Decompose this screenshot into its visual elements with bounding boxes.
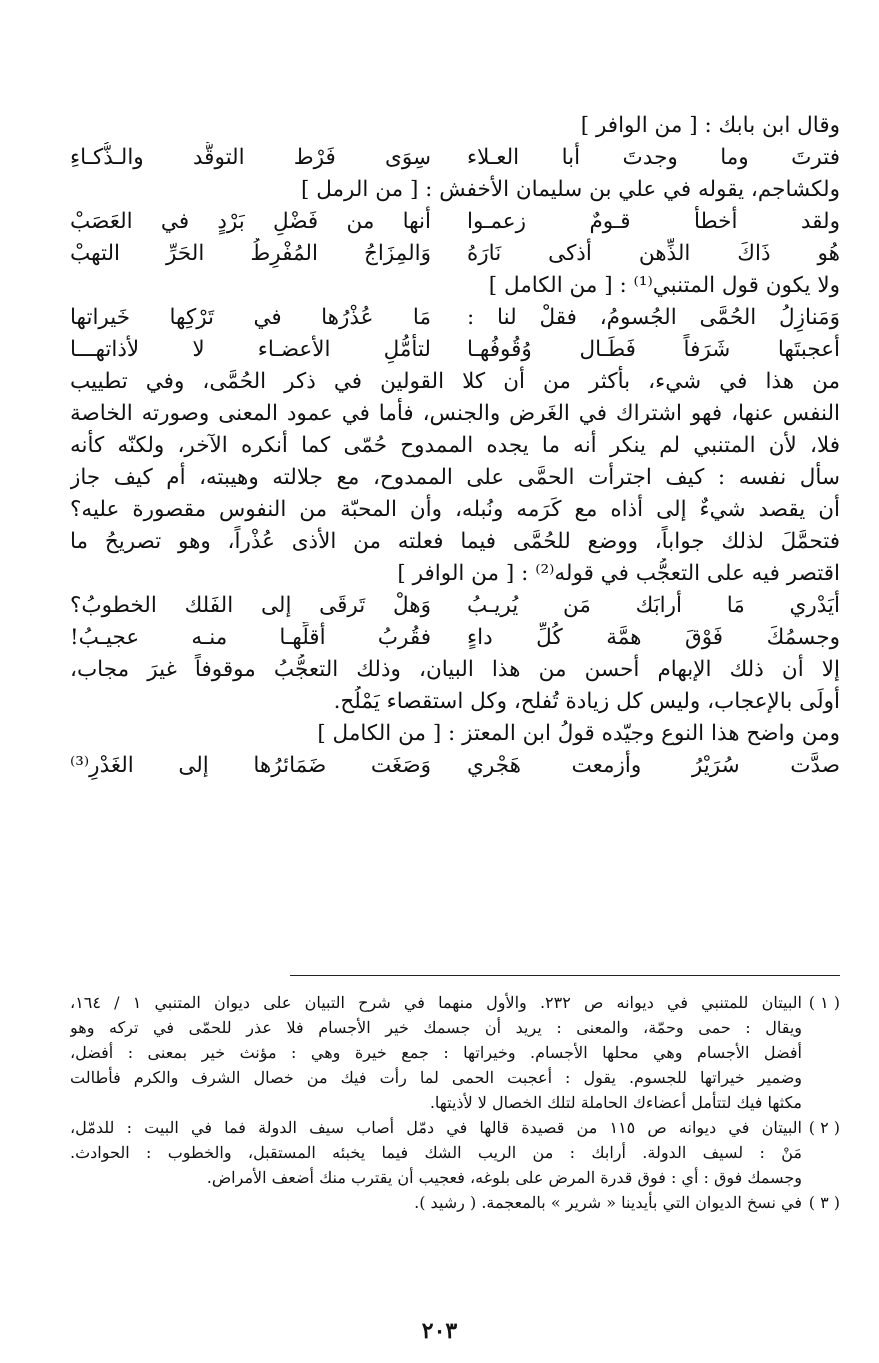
prose-line: اقتصر فيه على التعجُّب في قوله⁽²⁾ : [ من الوافر ] bbox=[397, 561, 840, 586]
footnote-line: ويقال : حمى وحمّة، والمعنى : يريد أن جسمك خير الأجسام فلا عذر للحمّى في تركه وهو bbox=[70, 1018, 802, 1037]
prose-line: النفس عنها، فهو اشتراك في الغَرض والجنس، فأما في عمود المعنى وصورته الخاصة bbox=[70, 401, 840, 426]
verse-line bbox=[70, 302, 840, 334]
verse-second-hemistich: وَالمِزَاجُ المُفْرِطُ الحَرِّ التهبْ bbox=[70, 241, 431, 266]
verse-line bbox=[70, 750, 840, 782]
verse-first-hemistich: وجسمُكَ فَوْقَ همَّة كُلِّ داءٍ bbox=[467, 625, 840, 650]
prose-line: أولَى بالإعجاب، وليس كل زيادة تُفلح، وكل استقصاء يَمْلُح. bbox=[333, 689, 840, 714]
verse-second-hemistich: لتأمُّلِ الأعضـاء لا لأذاتهـــا bbox=[70, 337, 431, 362]
prose-line: فتحمَّلَ لذلك جواباً، ووضع للحُمَّى فيما فعلته من الأذى عُذْراً، وهو تصريحُ ما bbox=[70, 529, 840, 554]
verse-line bbox=[70, 142, 840, 174]
prose-line: ولكشاجم، يقوله في علي بن سليمان الأخفش : [ من الرمل ] bbox=[300, 177, 840, 202]
footnote-line: مكثها فيك لتتأمل أعضاءك الحاملة لتلك الخصال لا لأذيتها. bbox=[429, 1093, 802, 1112]
footnote bbox=[70, 1190, 840, 1215]
footnote-number: ( ١ ) bbox=[808, 993, 840, 1012]
prose-line: وقال ابن بابك : [ من الوافر ] bbox=[580, 113, 840, 138]
footnote-number: ( ٢ ) bbox=[808, 1118, 840, 1137]
verse-first-hemistich: هُو ذَاكَ الذِّهن أذكى نَارَهُ bbox=[467, 241, 840, 266]
verse-first-hemistich: صدَّت سُرَيْرُ وأزمعت هَجْري bbox=[467, 753, 840, 778]
verse-first-hemistich: أعجبتَها شَرَفاً فَطَـال وُقُوفُهـا bbox=[467, 337, 840, 362]
footnote-line: البيتان في ديوانه ص ١١٥ من قصيدة قالها في دمّل أصاب سيف الدولة فما في البيت : للدمّل، bbox=[70, 1118, 802, 1137]
footnotes bbox=[70, 990, 840, 1215]
verse-second-hemistich: وَهلْ تَرقَى إلى الفَلك الخطوبُ؟ bbox=[70, 593, 431, 618]
footnote-line: في نسخ الديوان التي بأيدينا « شرير » بالمعجمة. ( رشيد ). bbox=[414, 1193, 802, 1212]
verse-second-hemistich: سِوَى فَرْط التوقُّد والـذُّكـاءِ bbox=[70, 145, 431, 170]
verse-first-hemistich: ولقد أخطأَ قـومٌ زعمـوا bbox=[467, 209, 840, 234]
prose-line: سأل نفسه : كيف اجترأت الحمَّى على الممدوح، مع جلالته وهيبته، أم كيف جاز bbox=[70, 465, 840, 490]
verse-line bbox=[70, 622, 840, 654]
footnote-line: البيتان للمتنبي في ديوانه ص ٢٣٢. والأول منهما في شرح التبيان على ديوان المتنبي ١ / ١٦٤، bbox=[70, 993, 802, 1012]
verse-second-hemistich: مَا عُذْرُها في تَرْكِها خَيراتها bbox=[70, 305, 431, 330]
verse-line bbox=[70, 590, 840, 622]
footnote bbox=[70, 990, 840, 1115]
footnote-line: أفضل الأجسام وهي محلها الأجسام. وخيراتها : جمع خيرة وهي : مؤنث خير بمعنى : أفضل، bbox=[70, 1043, 802, 1062]
verse-line bbox=[70, 238, 840, 270]
verse-first-hemistich: فترتَ وما وجدتَ أبا العـلاء bbox=[467, 145, 840, 170]
prose-line: من هذا في شيء، بأكثر من أن كلا القولين في ذكر الحُمَّى، وفي تطييب bbox=[70, 369, 840, 394]
prose-line: إلا أن ذلك الإبهام أحسن من هذا البيان، وذلك التعجُّبُ موقوفاً غيرَ مجاب، bbox=[70, 657, 840, 682]
verse-first-hemistich: أيَدْري مَا أرابَك مَن يُريـبُ bbox=[467, 593, 840, 618]
main-text bbox=[70, 110, 840, 782]
footnote-separator bbox=[290, 975, 840, 976]
verse-second-hemistich: أنها من فَضْلِ بَرْدٍ في العَصَبْ bbox=[70, 209, 431, 234]
verse-line bbox=[70, 334, 840, 366]
footnote-line: وضمير خيراتها للجسوم. يقول : أعجبت الحمى لما رأت فيك من خصال الشرف والكرم فأطالت bbox=[70, 1068, 802, 1087]
footnote-line: وجسمك فوق : أي : فوق قدرة المرض على بلوغه، فعجيب أن يقترب منك أضعف الأمراض. bbox=[206, 1168, 802, 1187]
prose-line: ومن واضح هذا النوع وجيّده قولُ ابن المعتز : [ من الكامل ] bbox=[317, 721, 840, 746]
prose-line: ولا يكون قول المتنبي⁽¹⁾ : [ من الكامل ] bbox=[488, 273, 840, 298]
verse-line bbox=[70, 206, 840, 238]
prose-line: فلا، لأن المتنبي لم ينكر أنه ما يجده الممدوح حُمّى كما أنكره الآخر، ولكنّه كأنه bbox=[70, 433, 840, 458]
footnote-line: مَنْ : لسيف الدولة. أرابك : من الريب الشك فيما يخبئه المستقبل، والخطوب : الحوادث. bbox=[70, 1143, 802, 1162]
verse-second-hemistich: وَصَغَت ضَمَائرُها إلى الغَدْرِ⁽³⁾ bbox=[70, 753, 431, 778]
prose-line: أن يقصد شيءٌ إلى أذاه مع كَرَمه ونُبله، وأن المحبّة من النفوس مقصورة عليه؟ bbox=[70, 497, 840, 522]
verse-second-hemistich: فقُربُ أقلِّهـا منـه عجيـبُ! bbox=[70, 625, 431, 650]
verse-first-hemistich: وَمَنازِلُ الحُمَّى الجُسومُ، فقلْ لنا : bbox=[467, 305, 840, 330]
page-number: ٢٠٣ bbox=[421, 1318, 458, 1344]
footnote bbox=[70, 1115, 840, 1190]
footnote-number: ( ٣ ) bbox=[808, 1193, 840, 1212]
